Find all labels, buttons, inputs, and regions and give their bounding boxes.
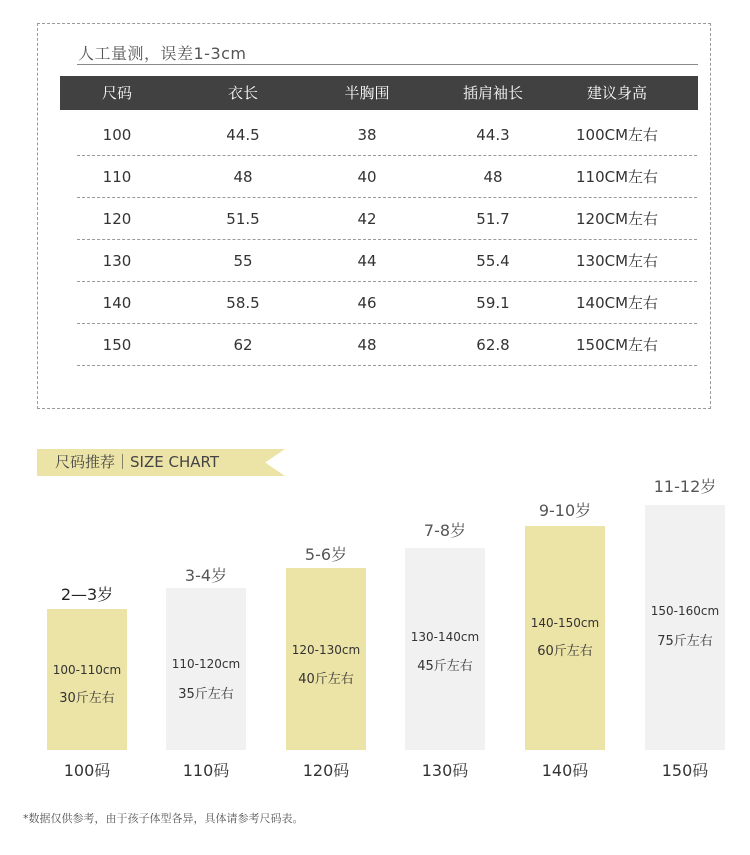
- age-label: 7-8岁: [423, 521, 467, 540]
- bar-weight: 30斤左右: [59, 691, 115, 706]
- size-label: 140码: [541, 761, 589, 780]
- age-label: 5-6岁: [304, 545, 348, 564]
- cell-suggested-height: 150CM左右: [575, 336, 659, 354]
- table-row: [0, 324, 750, 366]
- size-label: 110码: [182, 761, 230, 780]
- size-bar: [405, 548, 485, 750]
- cell-length: 62: [233, 336, 253, 354]
- cell-suggested-height: 130CM左右: [575, 252, 659, 270]
- bar-weight: 40斤左右: [298, 672, 354, 687]
- cell-half-chest: 40: [357, 168, 377, 186]
- cell-size: 140: [102, 294, 132, 312]
- cell-suggested-height: 120CM左右: [575, 210, 659, 228]
- size-label: 120码: [302, 761, 350, 780]
- bar-height-range: 150-160cm: [650, 604, 720, 618]
- table-row: [0, 156, 750, 198]
- bar-height-range: 140-150cm: [530, 616, 600, 630]
- cell-sleeve-length: 59.1: [476, 294, 510, 312]
- cell-length: 51.5: [226, 210, 260, 228]
- cell-size: 100: [102, 126, 132, 144]
- age-label: 3-4岁: [184, 566, 228, 585]
- cell-size: 150: [102, 336, 132, 354]
- table-row: [0, 198, 750, 240]
- cell-sleeve-length: 51.7: [476, 210, 510, 228]
- cell-half-chest: 44: [357, 252, 377, 270]
- cell-sleeve-length: 62.8: [476, 336, 510, 354]
- note-divider: [77, 64, 698, 65]
- bar-height-range: 130-140cm: [410, 630, 480, 644]
- measurement-note: 人工量测，误差1-3cm: [78, 44, 247, 63]
- cell-suggested-height: 140CM左右: [575, 294, 659, 312]
- bar-weight: 60斤左右: [537, 644, 593, 659]
- age-label: 2—3岁: [60, 585, 114, 604]
- cell-half-chest: 46: [357, 294, 377, 312]
- size-chart-title: 尺码推荐｜SIZE CHART: [55, 453, 219, 471]
- cell-sleeve-length: 48: [483, 168, 503, 186]
- size-label: 100码: [63, 761, 111, 780]
- cell-length: 48: [233, 168, 253, 186]
- row-divider: [77, 365, 697, 366]
- cell-suggested-height: 100CM左右: [575, 126, 659, 144]
- cell-half-chest: 48: [357, 336, 377, 354]
- cell-suggested-height: 110CM左右: [575, 168, 659, 186]
- age-label: 9-10岁: [538, 501, 592, 520]
- cell-sleeve-length: 55.4: [476, 252, 510, 270]
- header-suggested-height: 建议身高: [586, 84, 648, 102]
- bar-weight: 35斤左右: [178, 687, 234, 702]
- table-row: [0, 282, 750, 324]
- size-bar: [645, 505, 725, 750]
- bar-height-range: 120-130cm: [291, 643, 361, 657]
- age-label: 11-12岁: [653, 477, 717, 496]
- size-table-header: [60, 76, 698, 110]
- cell-half-chest: 42: [357, 210, 377, 228]
- cell-length: 58.5: [226, 294, 260, 312]
- cell-size: 130: [102, 252, 132, 270]
- size-bar: [47, 609, 127, 750]
- header-sleeve-length: 插肩袖长: [462, 84, 524, 102]
- footnote: *数据仅供参考，由于孩子体型各异，具体请参考尺码表。: [23, 812, 304, 825]
- bar-height-range: 100-110cm: [52, 663, 122, 677]
- cell-sleeve-length: 44.3: [476, 126, 510, 144]
- bar-height-range: 110-120cm: [171, 657, 241, 671]
- cell-length: 44.5: [226, 126, 260, 144]
- table-row: [0, 240, 750, 282]
- header-length: 衣长: [227, 84, 259, 102]
- cell-half-chest: 38: [357, 126, 377, 144]
- size-label: 130码: [421, 761, 469, 780]
- cell-size: 110: [102, 168, 132, 186]
- header-half-chest: 半胸围: [344, 84, 390, 102]
- cell-length: 55: [233, 252, 253, 270]
- size-bar: [525, 526, 605, 750]
- size-label: 150码: [661, 761, 709, 780]
- bar-weight: 45斤左右: [417, 659, 473, 674]
- size-bar: [286, 568, 366, 750]
- table-row: [0, 114, 750, 156]
- header-size: 尺码: [101, 84, 133, 102]
- bar-weight: 75斤左右: [657, 634, 713, 649]
- cell-size: 120: [102, 210, 132, 228]
